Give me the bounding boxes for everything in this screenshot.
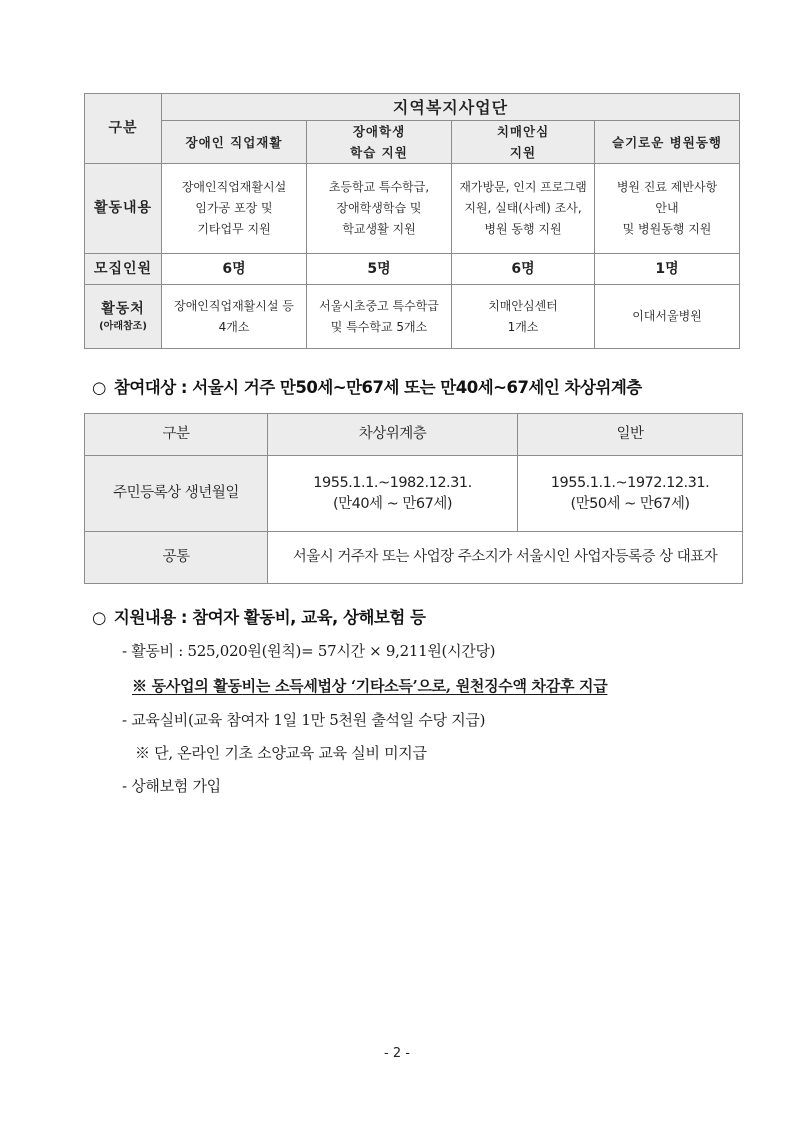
row-header-place-note: (아래참조)	[99, 321, 147, 332]
activity-cell: 재가방문, 인지 프로그램 지원, 실태(사례) 조사, 병원 동행 지원	[452, 164, 595, 254]
circle-bullet-icon: ○	[92, 608, 106, 627]
col-header-student-support: 장애학생 학습 지원	[307, 121, 452, 164]
section-support	[92, 604, 425, 628]
online-education-note-line: ※ 단, 온라인 기초 소양교육 교육 실비 미지급	[135, 744, 427, 762]
col-header-near-poor: 차상위계층	[268, 414, 518, 456]
table-row-common	[85, 532, 743, 584]
col-header-dementia-support: 치매안심 지원	[452, 121, 595, 164]
row-header-birthdate: 주민등록상 생년월일	[85, 456, 268, 532]
recruit-count: 5명	[307, 254, 452, 285]
section-participants	[92, 374, 642, 398]
circle-bullet-icon: ○	[92, 378, 106, 397]
activity-cell: 초등학교 특수학급, 장애학생학습 및 학교생활 지원	[307, 164, 452, 254]
recruit-count: 1명	[595, 254, 740, 285]
education-fee-line: - 교육실비(교육 참여자 1일 1만 5천원 출석일 수당 지급)	[122, 711, 486, 729]
recruit-count: 6명	[162, 254, 307, 285]
program-table	[84, 93, 740, 349]
activity-fee-line: - 활동비 : 525,020원(원칙)= 57시간 × 9,211원(시간당)	[122, 642, 496, 660]
corner-header: 구분	[85, 94, 162, 164]
col-header-hospital-companion: 슬기로운 병원동행	[595, 121, 740, 164]
section-participants-text: 참여대상 : 서울시 거주 만50세~만67세 또는 만40세~67세인 차상위계층	[113, 378, 642, 397]
col-header-vocational: 장애인 직업재활	[162, 121, 307, 164]
table-row-recruit	[85, 254, 740, 285]
page-number: - 2 -	[384, 1046, 410, 1061]
insurance-line: - 상해보험 가입	[122, 777, 221, 795]
eligibility-table	[84, 413, 743, 584]
place-cell: 이대서울병원	[595, 285, 740, 349]
row-header-activity: 활동내용	[85, 164, 162, 254]
table-row-birthdate	[85, 456, 743, 532]
activity-cell: 장애인직업재활시설 임가공 포장 및 기타업무 지원	[162, 164, 307, 254]
near-poor-birth-range: 1955.1.1.~1982.12.31. (만40세 ~ 만67세)	[268, 456, 518, 532]
section-support-text: 지원내용 : 참여자 활동비, 교육, 상해보험 등	[113, 608, 426, 627]
place-cell: 장애인직업재활시설 등 4개소	[162, 285, 307, 349]
common-requirement: 서울시 거주자 또는 사업장 주소지가 서울시인 사업자등록증 상 대표자	[268, 532, 743, 584]
col-header-general: 일반	[518, 414, 743, 456]
place-cell: 치매안심센터 1개소	[452, 285, 595, 349]
table-row-place	[85, 285, 740, 349]
row-header-place: 활동처 (아래참조)	[85, 285, 162, 349]
table-row-activity	[85, 164, 740, 254]
general-birth-range: 1955.1.1.~1972.12.31. (만50세 ~ 만67세)	[518, 456, 743, 532]
row-header-common: 공통	[85, 532, 268, 584]
place-cell: 서울시초중고 특수학급 및 특수학교 5개소	[307, 285, 452, 349]
row-header-recruit: 모집인원	[85, 254, 162, 285]
tax-note-line: ※ 동사업의 활동비는 소득세법상 ‘기타소득’으로, 원천징수액 차감후 지급	[132, 677, 608, 695]
recruit-count: 6명	[452, 254, 595, 285]
activity-cell: 병원 진료 제반사항 안내 및 병원동행 지원	[595, 164, 740, 254]
col-header-category: 구분	[85, 414, 268, 456]
group-title: 지역복지사업단	[162, 94, 740, 121]
table-row-header	[85, 414, 743, 456]
